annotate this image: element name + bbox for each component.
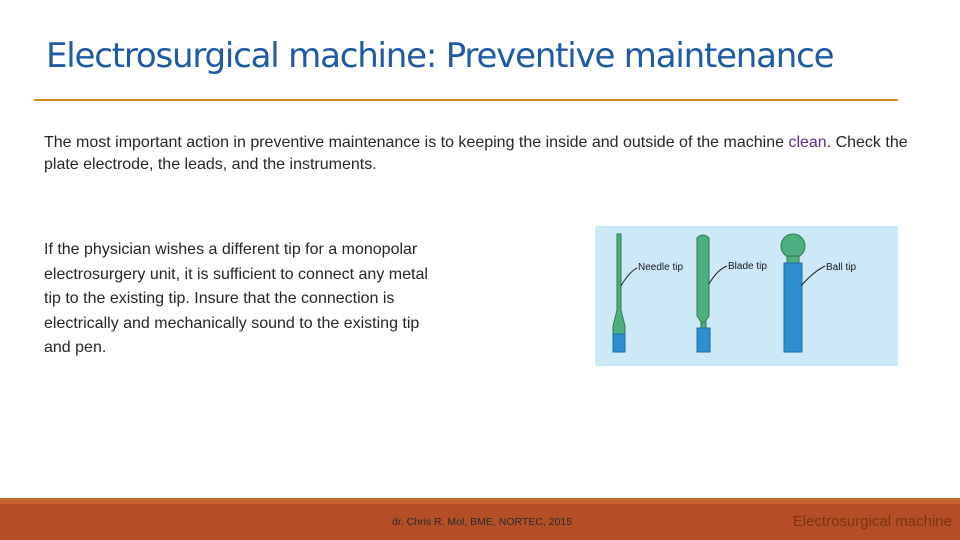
needle-tip-label: Needle tip <box>638 262 684 273</box>
electrode-tips-illustration <box>595 226 898 366</box>
para1-text: The most important action in preventive maintenance is to keeping the inside and outside of the machine <box>44 134 789 151</box>
ball-tip-label: Ball tip <box>826 262 857 273</box>
footer-title: Electrosurgical machine <box>792 513 952 530</box>
blade-tip-label: Blade tip <box>728 261 767 272</box>
blade-tip-electrode <box>697 235 710 352</box>
tip-paragraph: If the physician wishes a different tip for a monopolar electrosurgery unit, it is sufficient to connect any metal tip to the existing tip. Insure that the connection is electrically and mechanically sound to the existing tip and pen. <box>44 241 428 356</box>
needle-tip-electrode <box>613 234 625 352</box>
maintenance-paragraph <box>44 132 914 176</box>
footer-accent-strip <box>0 498 960 504</box>
footer-credit: dr. Chris R. Mol, BME, NORTEC, 2015 <box>392 516 573 528</box>
ball-tip-electrode <box>781 234 805 352</box>
para1-text-end: . Check the plate electrode, the leads, and the instruments. <box>44 134 908 173</box>
slide-title: Electrosurgical machine: Preventive maintenance <box>46 36 834 76</box>
clean-keyword: clean <box>788 134 827 151</box>
title-divider <box>34 99 898 101</box>
electrode-tips-figure <box>595 226 898 366</box>
